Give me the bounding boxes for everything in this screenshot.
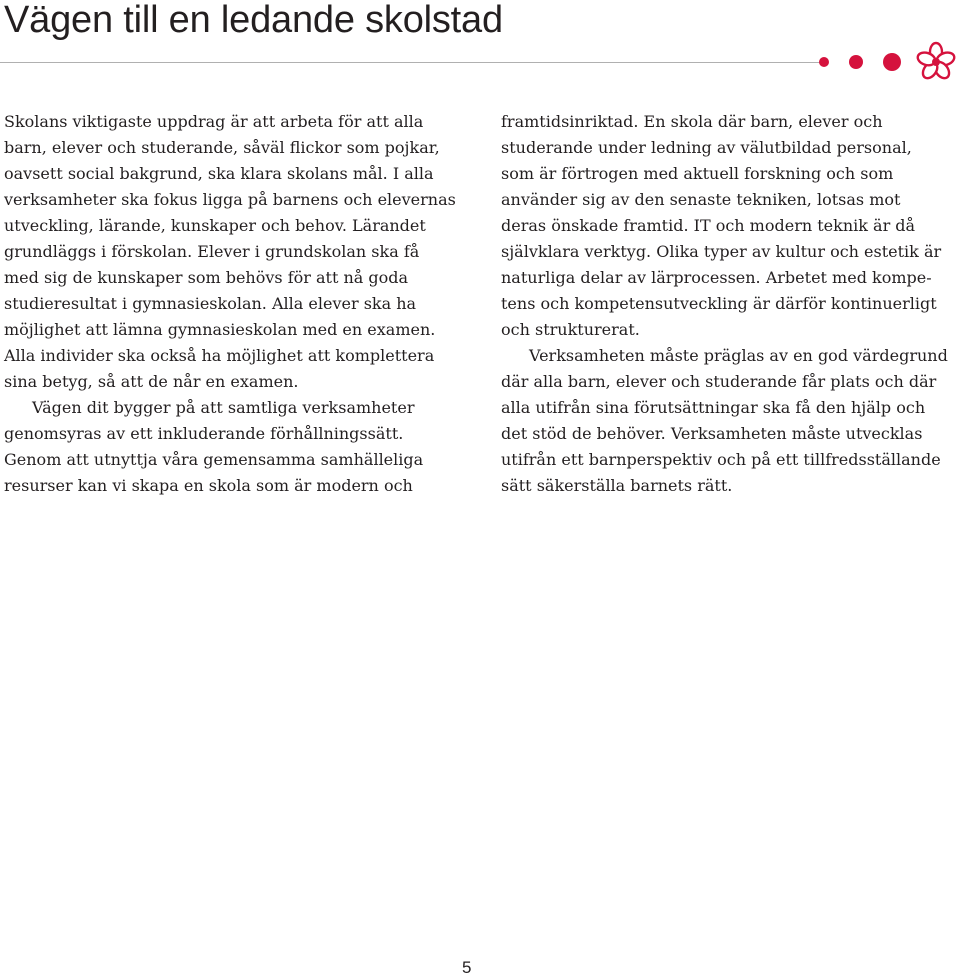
text-line: med sig de kunskaper som behövs för att nå goda [4, 268, 409, 287]
right-paragraph-2 [501, 343, 956, 499]
header-rule [0, 62, 822, 63]
text-line: framtidsinriktad. En skola där barn, elever och [501, 112, 883, 131]
text-line: resurser kan vi skapa en skola som är modern och [4, 476, 413, 495]
text-line: verksamheter ska fokus ligga på barnens och elevernas [4, 190, 456, 209]
text-line: självklara verktyg. Olika typer av kultur och estetik är [501, 242, 942, 261]
text-line: utifrån ett barnperspektiv och på ett tillfredsställande [501, 450, 941, 469]
text-line: Skolans viktigaste uppdrag är att arbeta för att alla [4, 112, 424, 131]
text-line: det stöd de behöver. Verksamheten måste utvecklas [501, 424, 923, 443]
text-line: barn, elever och studerande, såväl flickor som pojkar, [4, 138, 440, 157]
flower-icon [916, 43, 956, 81]
text-line: Verksamheten måste präglas av en god värdegrund [529, 346, 948, 365]
text-line: grundläggs i förskolan. Elever i grundskolan ska få [4, 242, 420, 261]
page-number: 5 [462, 958, 472, 977]
text-line: genomsyras av ett inkluderande förhållningssätt. [4, 424, 404, 443]
header-ornament [814, 40, 960, 84]
ornament-dot-large [883, 53, 901, 71]
right-column [501, 109, 956, 499]
left-paragraph-1 [4, 109, 464, 395]
text-line: Vägen dit bygger på att samtliga verksamheter [32, 398, 415, 417]
left-column [4, 109, 464, 499]
text-line: Alla individer ska också ha möjlighet att komplettera [4, 346, 435, 365]
text-line: studieresultat i gymnasieskolan. Alla elever ska ha [4, 294, 417, 313]
ornament-dot-small [819, 57, 829, 67]
ornament-dot-medium [849, 55, 863, 69]
text-line: där alla barn, elever och studerande får plats och där [501, 372, 937, 391]
text-line: sina betyg, så att de når en examen. [4, 372, 299, 391]
text-line: alla utifrån sina förutsättningar ska få den hjälp och [501, 398, 926, 417]
page-title: Vägen till en ledande skolstad [4, 0, 503, 41]
text-line: utveckling, lärande, kunskaper och behov. Lärandet [4, 216, 426, 235]
left-paragraph-2 [4, 395, 464, 499]
text-line: studerande under ledning av välutbildad personal, [501, 138, 912, 157]
text-line: naturliga delar av lärprocessen. Arbetet med kompe- [501, 268, 932, 287]
right-paragraph-1 [501, 109, 956, 343]
text-line: som är förtrogen med aktuell forskning och som [501, 164, 894, 183]
text-line: deras önskade framtid. IT och modern teknik är då [501, 216, 916, 235]
text-line: oavsett social bakgrund, ska klara skolans mål. I alla [4, 164, 434, 183]
text-line: använder sig av den senaste tekniken, lotsas mot [501, 190, 901, 209]
text-line: möjlighet att lämna gymnasieskolan med en examen. [4, 320, 436, 339]
text-line: och strukturerat. [501, 320, 640, 339]
text-line: Genom att utnyttja våra gemensamma samhälleliga [4, 450, 424, 469]
text-line: tens och kompetensutveckling är därför kontinuerligt [501, 294, 937, 313]
text-line: sätt säkerställa barnets rätt. [501, 476, 733, 495]
